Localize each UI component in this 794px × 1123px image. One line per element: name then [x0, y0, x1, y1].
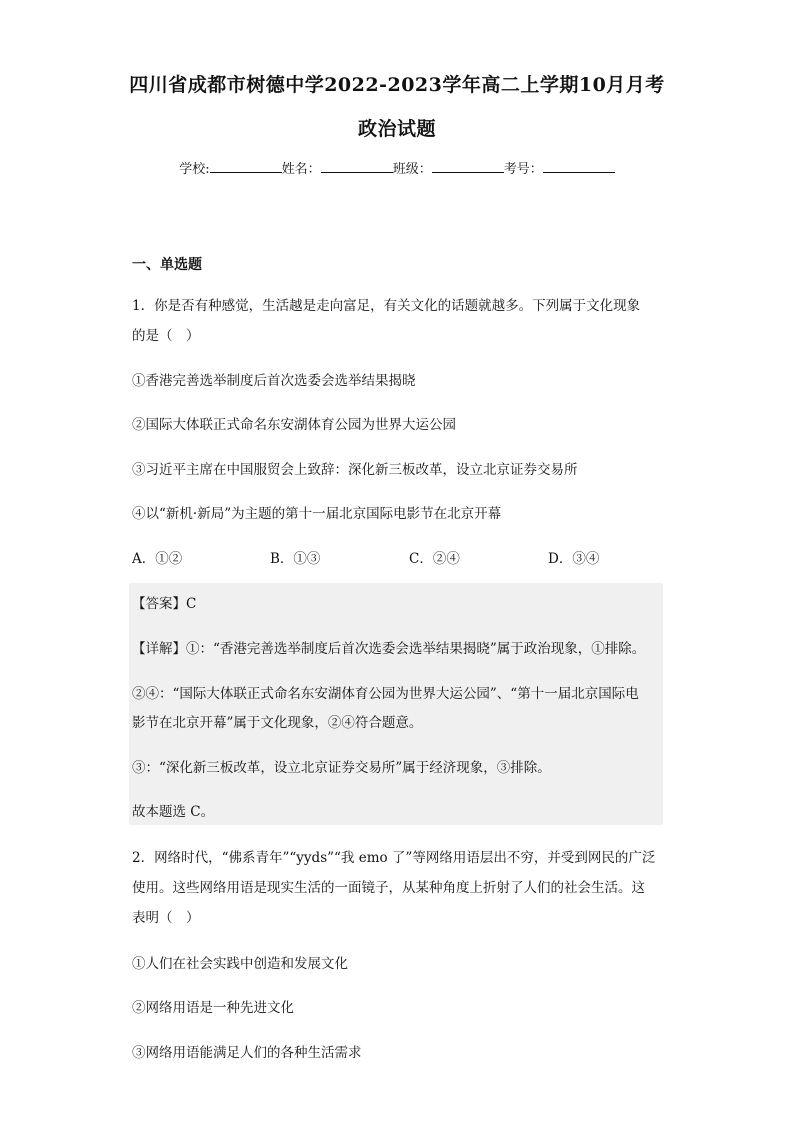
exam-title-line2: 政治试题	[357, 118, 436, 140]
number-label: 考号：	[503, 162, 543, 177]
q2-stem-line: 使用。这些网络用语是现实生活的一面镜子，从某种角度上折射了人们的社会生活。这	[132, 880, 645, 896]
q1-answer-box	[129, 583, 663, 825]
q1-detail-line: 故本题选 C。	[132, 804, 215, 820]
school-blank[interactable]	[210, 160, 282, 173]
section-title: 一、单选题	[132, 257, 202, 273]
name-label: 姓名：	[281, 162, 321, 177]
q1-option-b[interactable]: B．①③	[270, 551, 321, 567]
q1-option-d[interactable]: D．③④	[548, 551, 600, 567]
q1-detail-line: ②④：“国际大体联正式命名东安湖体育公园为世界大运公园”、“第十一届北京国际电	[132, 686, 639, 702]
class-label: 班级：	[392, 162, 432, 177]
class-blank[interactable]	[432, 160, 504, 173]
q2-item: ③网络用语能满足人们的各种生活需求	[132, 1045, 362, 1061]
q1-item: ③习近平主席在中国服贸会上致辞：深化新三板改革，设立北京证券交易所	[132, 462, 578, 478]
q1-item: ①香港完善选举制度后首次选委会选举结果揭晓	[132, 373, 416, 389]
q2-item: ②网络用语是一种先进文化	[132, 1000, 294, 1016]
q1-answer: 【答案】C	[132, 596, 197, 612]
school-label: 学校:	[179, 162, 210, 177]
q1-detail-line: 影节在北京开幕”属于文化现象，②④符合题意。	[132, 715, 423, 731]
number-blank[interactable]	[543, 160, 615, 173]
q1-detail-line: ③：“深化新三板改革，设立北京证券交易所”属于经济现象，③排除。	[132, 760, 551, 776]
q1-item: ②国际大体联正式命名东安湖体育公园为世界大运公园	[132, 417, 456, 433]
q2-stem-line: 2．网络时代，“佛系青年”“yyds”“我 emo 了”等网络用语层出不穷，并受到网民的广泛	[132, 850, 656, 866]
student-info-line	[0, 158, 794, 177]
q1-item: ④以“新机·新局”为主题的第十一届北京国际电影节在北京开幕	[132, 506, 502, 522]
q1-option-a[interactable]: A．①②	[132, 551, 183, 567]
q2-stem-line: 表明（ ）	[132, 910, 200, 926]
q2-item: ①人们在社会实践中创造和发展文化	[132, 956, 348, 972]
q1-detail-line: 【详解】①：“香港完善选举制度后首次选委会选举结果揭晓”属于政治现象，①排除。	[132, 641, 646, 657]
name-blank[interactable]	[321, 160, 393, 173]
q1-stem-line1: 1．你是否有种感觉，生活越是走向富足，有关文化的话题就越多。下列属于文化现象	[132, 298, 641, 314]
q1-option-c[interactable]: C．②④	[409, 551, 460, 567]
q1-stem-line2: 的是（ ）	[132, 328, 200, 344]
exam-title-line1: 四川省成都市树德中学2022-2023学年高二上学期10月月考	[129, 74, 665, 96]
